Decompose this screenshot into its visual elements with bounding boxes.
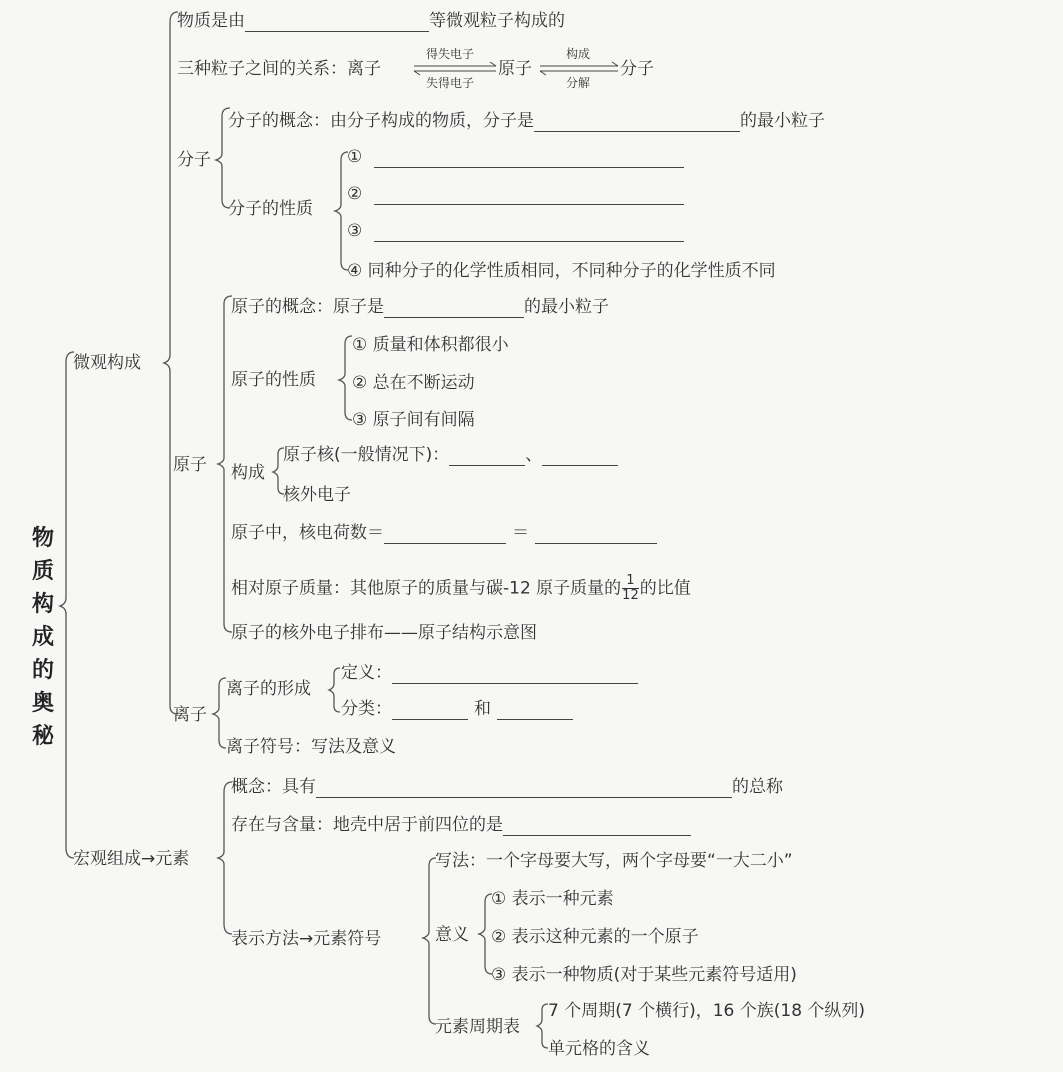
molecule-prop-1-text: ① <box>347 147 363 167</box>
nucleus-blank-2[interactable] <box>542 447 618 466</box>
ion-brace <box>213 678 226 748</box>
fraction-denominator: 12 <box>622 588 639 603</box>
ion-formation-brace <box>329 668 340 712</box>
meaning-3: ③ 表示一种物质(对于某些元素符号适用) <box>491 965 797 985</box>
composition-blank[interactable] <box>245 13 429 32</box>
molecule-concept-suffix: 的最小粒子 <box>740 111 825 131</box>
atom-prop-3: ③ 原子间有间隔 <box>352 410 475 430</box>
relative-mass-prefix: 相对原子质量：其他原子的质量与碳-12 原子质量的 <box>231 578 622 599</box>
molecule-prop-3 <box>347 220 684 242</box>
molecule-concept-blank[interactable] <box>534 113 740 132</box>
nucleus-line <box>283 444 618 466</box>
molecule-props-brace <box>335 152 348 270</box>
ion-classification-mid: 和 <box>474 699 491 719</box>
ion-classification-prefix: 分类： <box>341 699 392 719</box>
atom-label: 原子 <box>173 455 207 475</box>
element-abundance <box>231 814 691 836</box>
composition-prefix: 物质是由 <box>177 11 245 31</box>
nucleus-separator: 、 <box>525 445 543 465</box>
ion-classification-blank-1[interactable] <box>392 701 468 720</box>
molecule-prop-3-text: ③ <box>347 221 363 241</box>
molecule-label: 分子 <box>177 150 211 170</box>
relation-atom: 原子 <box>498 59 532 79</box>
ion-formation-label: 离子的形成 <box>226 679 311 699</box>
root-brace <box>60 352 74 858</box>
periodic-item-1: 7 个周期(7 个横行)，16 个族(18 个纵列) <box>548 1001 866 1021</box>
ion-classification <box>341 698 573 720</box>
element-concept-blank[interactable] <box>316 779 732 798</box>
element-concept-prefix: 概念：具有 <box>231 777 316 797</box>
atom-concept <box>231 296 609 318</box>
element-brace <box>218 782 232 934</box>
fraction <box>622 574 639 603</box>
atom-brace <box>218 296 232 632</box>
molecule-concept <box>228 110 825 132</box>
periodic-label: 元素周期表 <box>435 1017 520 1037</box>
atom-prop-1: ① 质量和体积都很小 <box>352 335 509 355</box>
atom-prop-2: ② 总在不断运动 <box>352 373 475 393</box>
molecule-concept-prefix: 分子的概念：由分子构成的物质，分子是 <box>228 111 534 131</box>
lose-gain-label: 失得电子 <box>426 76 475 90</box>
fraction-numerator: 1 <box>622 574 639 589</box>
ion-classification-blank-2[interactable] <box>497 701 573 720</box>
root-title: 物质构成的奥秘 <box>31 525 54 749</box>
relation-molecule: 分子 <box>620 59 654 79</box>
macro-label: 宏观组成→元素 <box>73 849 190 869</box>
relative-mass-suffix: 的比值 <box>639 578 691 599</box>
meaning-label: 意义 <box>435 925 469 945</box>
atom-concept-prefix: 原子的概念：原子是 <box>231 297 384 317</box>
nucleus-blank-1[interactable] <box>449 447 525 466</box>
ion-definition <box>341 662 638 684</box>
molecule-prop-1 <box>347 146 684 168</box>
charge-eq: ＝ <box>512 523 529 543</box>
periodic-brace <box>537 1004 548 1048</box>
composition-suffix: 等微观粒子构成的 <box>429 11 565 31</box>
ion-definition-blank[interactable] <box>392 665 638 684</box>
relation-prefix: 三种粒子之间的关系：离子 <box>177 59 381 79</box>
atom-props-label: 原子的性质 <box>231 370 316 390</box>
atom-concept-suffix: 的最小粒子 <box>524 297 609 317</box>
electron-arrangement: 原子的核外电子排布——原子结构示意图 <box>231 623 537 643</box>
electrons-text: 核外电子 <box>283 485 351 505</box>
representation-label: 表示方法→元素符号 <box>231 929 382 949</box>
molecule-prop-2-blank[interactable] <box>374 186 684 205</box>
decompose-label: 分解 <box>566 76 591 90</box>
ion-symbol: 离子符号：写法及意义 <box>226 737 396 757</box>
micro-brace <box>164 12 178 714</box>
structure-label: 构成 <box>231 463 265 483</box>
meaning-2: ② 表示这种元素的一个原子 <box>491 927 699 947</box>
molecule-prop-2-text: ② <box>347 184 363 204</box>
meaning-1: ① 表示一种元素 <box>491 889 614 909</box>
writing-rule: 写法：一个字母要大写，两个字母要“一大二小” <box>435 851 793 871</box>
molecule-prop-3-blank[interactable] <box>374 223 684 242</box>
molecule-prop-1-blank[interactable] <box>374 149 684 168</box>
element-concept-suffix: 的总称 <box>732 777 783 797</box>
atom-concept-blank[interactable] <box>384 299 524 318</box>
element-abundance-blank[interactable] <box>503 817 691 836</box>
micro-label: 微观构成 <box>73 353 141 373</box>
composition-line <box>177 10 565 32</box>
element-concept <box>231 776 783 798</box>
charge-prefix: 原子中，核电荷数＝ <box>231 523 384 543</box>
atom-props-brace <box>339 336 352 420</box>
element-abundance-text: 存在与含量：地壳中居于前四位的是 <box>231 815 503 835</box>
molecule-prop-2 <box>347 183 684 205</box>
form-label: 构成 <box>566 47 591 61</box>
molecule-prop-4: ④ 同种分子的化学性质相同，不同种分子的化学性质不同 <box>347 261 776 281</box>
ion-label: 离子 <box>173 705 207 725</box>
nucleus-text: 原子核(一般情况下)： <box>283 445 450 465</box>
ion-definition-text: 定义： <box>341 663 392 683</box>
charge-blank-2[interactable] <box>535 525 657 544</box>
charge-line <box>231 522 657 544</box>
molecule-props-label: 分子的性质 <box>228 199 313 219</box>
relative-mass-line <box>231 574 691 603</box>
charge-blank-1[interactable] <box>384 525 506 544</box>
gain-lose-label: 得失电子 <box>426 47 475 61</box>
periodic-item-2: 单元格的含义 <box>548 1039 650 1059</box>
